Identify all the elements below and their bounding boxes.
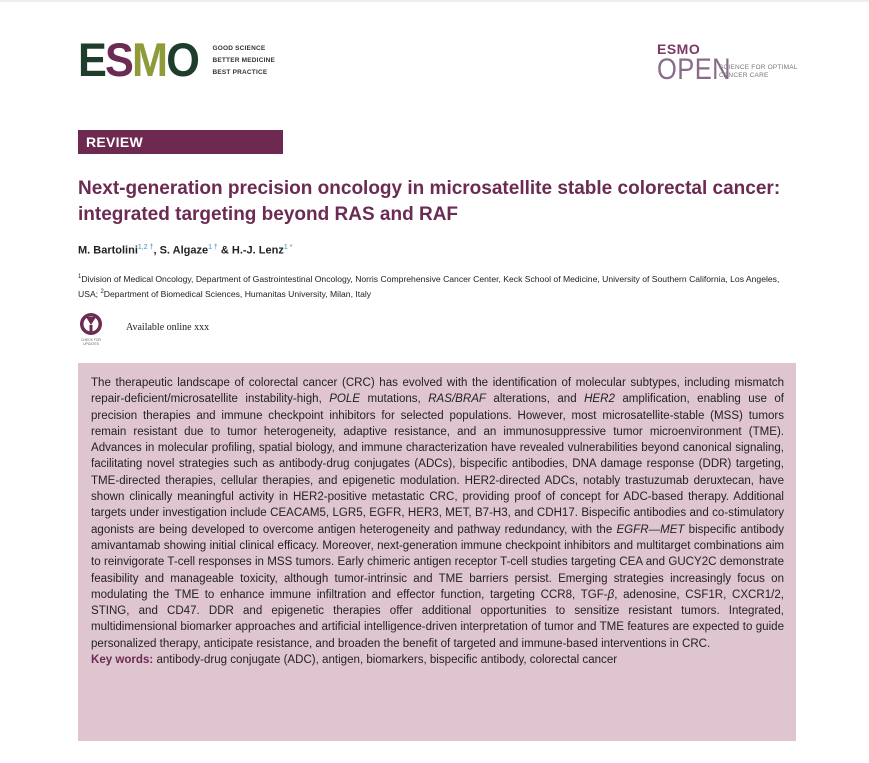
esmo-letter-m: M: [132, 33, 167, 86]
article-type-bar: [78, 130, 283, 154]
article-type-label: REVIEW: [86, 134, 144, 150]
affiliation-number: 2: [100, 288, 104, 295]
keywords: antibody-drug conjugate (ADC), antigen, biomarkers, bispecific antibody, colorectal cancer: [156, 654, 618, 667]
esmo-open-top: ESMO: [657, 41, 701, 57]
author-name[interactable]: S. Algaze: [159, 244, 209, 257]
abstract-text-run: mutations,: [360, 393, 429, 406]
affiliation-text: Division of Medical Oncology, Department of Gastrointestinal Oncology, Norris Comprehensive Cancer Center, Keck School of Medicine, University of Southern California, Los Angeles, USA;: [78, 273, 780, 299]
affiliation-text: Department of Biomedical Sciences, Humanitas University, Milan, Italy: [103, 288, 372, 299]
abstract-text-run: The therapeutic landscape of colorectal cancer (CRC) has evolved with the identification of molecular subtypes, including mismatch repair-deficient/microsatellite instability-high,: [91, 377, 784, 406]
top-divider: [0, 0, 869, 2]
available-online: Available online xxx: [126, 322, 210, 333]
esmo-tagline-line: GOOD SCIENCE: [212, 45, 266, 52]
author-affiliation-sup[interactable]: 1,2 †: [137, 244, 154, 251]
check-updates-caption: CHECK FOR: [81, 338, 101, 342]
abstract-italic-term: EGFR—MET: [616, 523, 685, 536]
esmo-tagline: [212, 43, 275, 79]
esmo-letter-s: S: [105, 33, 133, 86]
abstract-italic-term: POLE: [329, 393, 361, 406]
esmo-logo-letters: [78, 33, 199, 86]
affiliation-number: 1: [78, 274, 82, 280]
article-title: Next-generation precision oncology in microsatellite stable colorectal cancer: integrated targeting beyond RAS and RAF: [78, 178, 781, 225]
abstract-italic-term: HER2: [584, 393, 615, 406]
abstract-text-run: alterations, and: [485, 393, 585, 406]
abstract-text-run: amplification, enabling use of precision therapies and immune checkpoint inhibitors for selected populations. However, most microsatellite-stable (MSS) tumors remain resistant due to tumor heterogeneity, adaptive resistance, and an immunosuppressive tumor microenvironment (TME). Advances in molecular profiling, spatial biology, and immune characterization have revealed vulnerabilities beyond canonical signaling, facilitating novel strategies such as antibody-drug conjugates (ADCs), bispecific antibodies, DNA damage response (DDR) targeting, TME-directed therapies, cellular therapies, and epigenetic modulation. HER2-directed ADCs, notably trastuzumab deruxtecan, have shown clinically meaningful activity in HER2-positive metastatic CRC, providing proof of concept for ADC-based therapy. Additional targets under investigation include CEACAM5, LGR5, EGFR, HER3, MET, B7-H3, and CDH17. Bispecific antibodies and co-stimulatory agonists are being developed to overcome antigen heterogeneity and pathway redundancy, with the: [91, 393, 784, 536]
author-list: M. Bartolini$^{1,2 \dagger}$, S. Algaze$^{1 \dagger}$ & H.-J. Lenz$^{1 *}$: [78, 244, 293, 257]
author-affiliation-sup[interactable]: 1 †: [208, 244, 218, 251]
author-name[interactable]: H.-J. Lenz: [231, 244, 284, 257]
esmo-open-word: OPEN: [657, 53, 731, 86]
esmo-logo: [78, 33, 276, 86]
esmo-open-logo: [657, 42, 798, 84]
esmo-open-tagline-line: SCIENCE FOR OPTIMAL: [719, 64, 798, 71]
abstract-text-run: bispecific antibody amivantamab showing initial clinical efficacy. Moreover, next-generation immune checkpoint inhibitors and multitarget combinations aim to reinvigorate T-cell responses in MSS tumors. Early chimeric antigen receptor T-cell studies targeting CEA and GUCY2C demonstrate feasibility and manageable toxicity, although tumor-intrinsic and TME barriers persist. Emerging strategies increasingly focus on modulating the TME to enhance immune infiltration and effector function, targeting CCR8, TGF-: [91, 523, 785, 601]
esmo-tagline-line: BEST PRACTICE: [212, 69, 268, 76]
esmo-letter-e: E: [78, 33, 106, 86]
check-updates-caption: UPDATES: [83, 342, 99, 346]
author-affiliation-sup[interactable]: 1 *: [283, 244, 293, 251]
esmo-letter-o: O: [166, 33, 199, 86]
affiliations: [78, 271, 798, 301]
author-name[interactable]: M. Bartolini: [78, 244, 138, 257]
abstract-italic-term: β: [607, 588, 615, 601]
esmo-open-tagline-line: CANCER CARE: [719, 72, 769, 79]
esmo-tagline-line: BETTER MEDICINE: [212, 57, 276, 64]
abstract-text: [91, 375, 784, 652]
keywords-label: Key words:: [91, 654, 154, 667]
abstract-text-run: , adenosine, CSF1R, CXCR1/2, STING, and CD47. DDR and epigenetic therapies offer additional opportunities to sensitize resistant tumors. Integrated, multidimensional biomarker approaches and artificial intelligence-driven interpretation of tumor and TME features are expected to guide personalized therapy, anticipate resistance, and broaden the benefit of targeted and immune-based interventions in CRC.: [91, 588, 784, 650]
keywords-row: [91, 652, 784, 668]
check-for-updates-icon[interactable]: [78, 312, 104, 348]
abstract-italic-term: RAS/BRAF: [428, 393, 486, 406]
abstract-box: [78, 363, 796, 741]
